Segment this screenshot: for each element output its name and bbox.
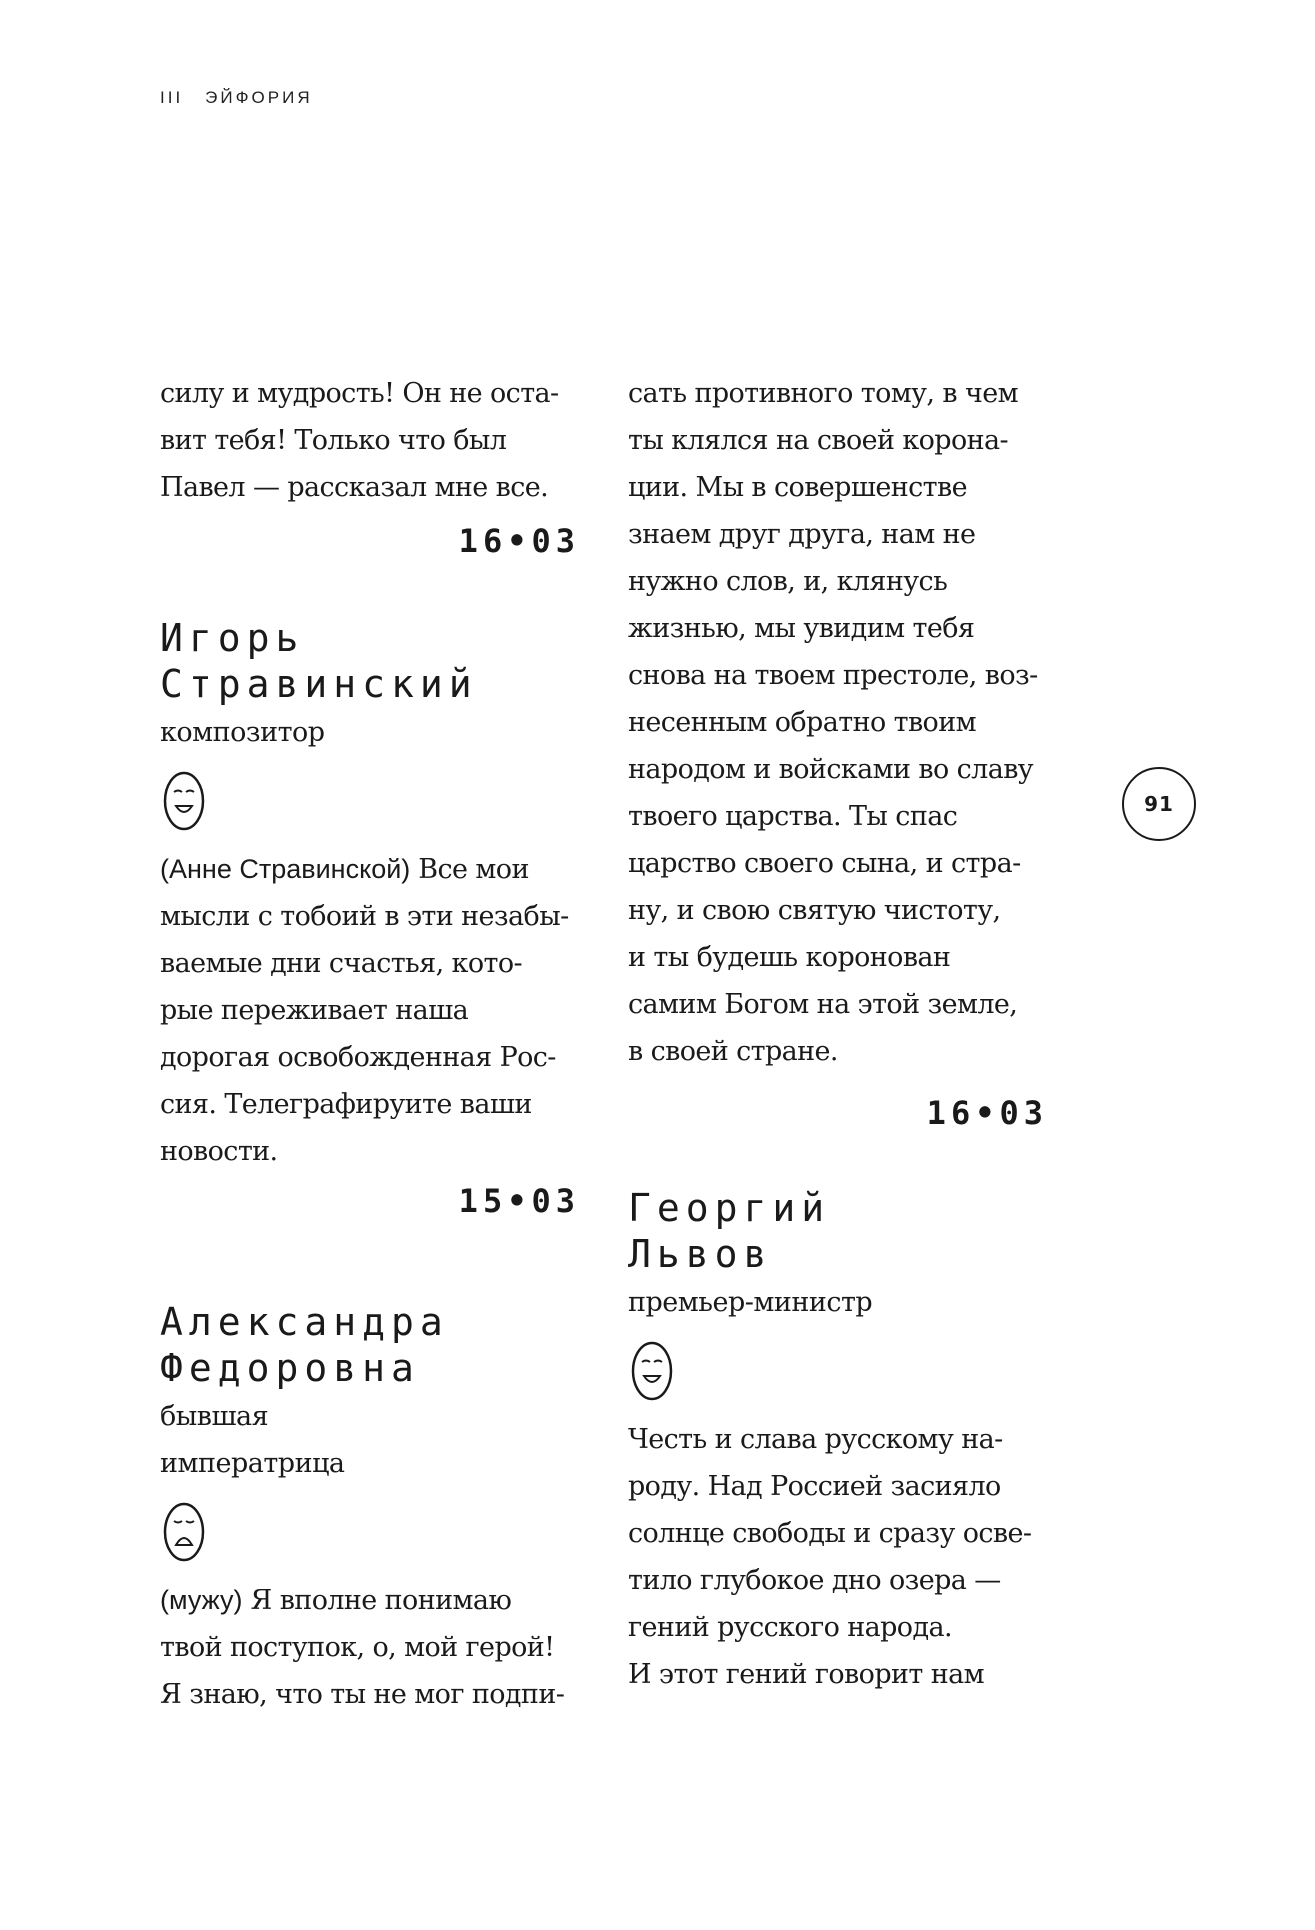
right-column: [628, 370, 1048, 1698]
entry-author-role: композитор: [160, 717, 325, 748]
smiling-face-icon: [630, 1340, 676, 1402]
entry-lvov: [628, 1185, 1048, 1698]
entry-date: 16•03: [926, 1094, 1048, 1132]
right-intro-text: сать противного тому, в чем ты клялся на своей корона- ции. Мы в совершенстве знаем друг друга, нам не нужно слов, и, клянусь жизнью, мы увидим тебя снова на твоем престоле, воз- несенным обратно твоим народом и войсками во славу твоего царства. Ты спас царство своего сына, и стра- ну, и свою святую чистоту, и ты будешь коронован самим Богом на этой земле, в своей стране.: [628, 378, 1038, 1067]
smiling-face-icon: [162, 770, 208, 832]
entry-text: (мужу) Я вполне понимаю твой поступок, о, мой герой! Я знаю, что ты не мог подпи-: [160, 1585, 565, 1710]
part-number: III: [160, 88, 184, 107]
entry-alexandra: [160, 1299, 580, 1718]
entry-author-role: премьер-министр: [628, 1287, 873, 1318]
entry-stravinsky: [160, 615, 580, 1175]
left-intro-text: силу и мудрость! Он не оста- вит тебя! Только что был Павел — рассказал мне все.: [160, 378, 559, 503]
entry-author-role: бывшая императрица: [160, 1401, 345, 1479]
running-head: [160, 88, 313, 108]
chapter-title: ЭЙФОРИЯ: [205, 88, 313, 107]
page-number: 91: [1122, 767, 1196, 841]
entry-text: (Анне Стравинской) Все мои мысли с тобоий в эти незабы- ваемые дни счастья, кото- рые переживает наша дорогая освобожденная Рос- сия. Телеграфируите ваши новости.: [160, 854, 569, 1167]
entry-author-name: Георгий Львов: [628, 1186, 831, 1276]
left-column: [160, 370, 580, 1718]
entry-text: Честь и слава русскому на- роду. Над Россией засияло солнце свободы и сразу осве- тило глубокое дно озера — гений русского народа. И этот гений говорит нам: [628, 1424, 1032, 1690]
entry-date: 16•03: [458, 522, 580, 560]
sad-face-icon: [162, 1501, 208, 1563]
entry-author-name: Игорь Стравинский: [160, 616, 478, 706]
entry-author-name: Александра Федоровна: [160, 1300, 449, 1390]
entry-date: 15•03: [458, 1182, 580, 1220]
